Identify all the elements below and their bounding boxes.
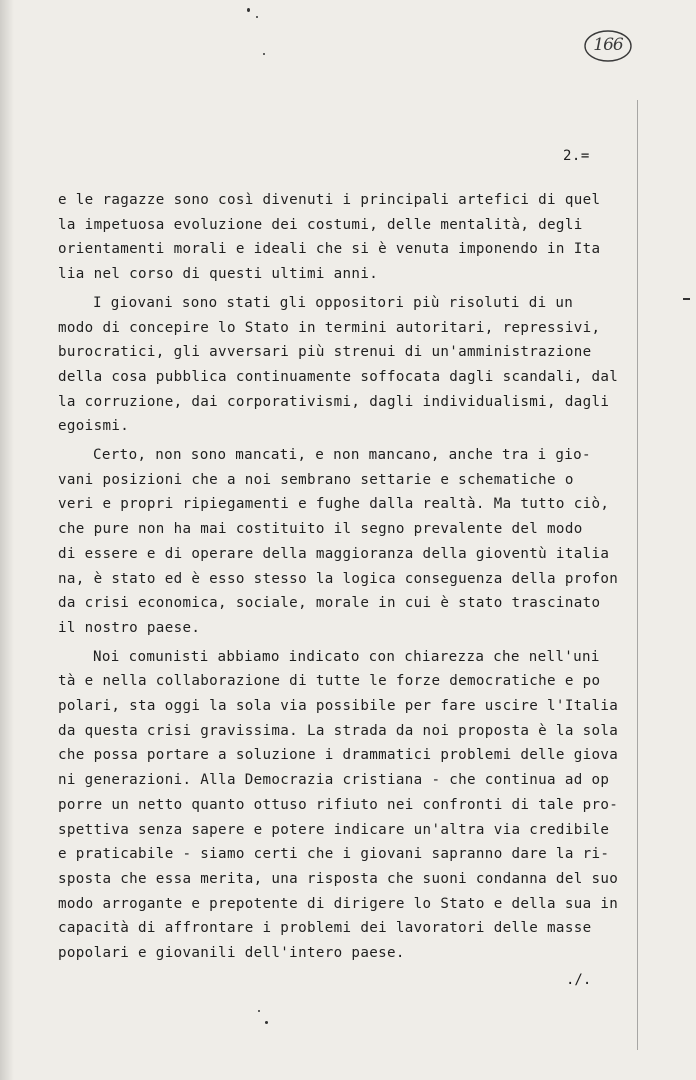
scan-speck (247, 8, 250, 12)
text-line: Noi comunisti abbiamo indicato con chiarezza che nell'uni (93, 648, 600, 665)
scan-edge-shadow (0, 0, 14, 1080)
text-line: che pure non ha mai costituito il segno prevalente del modo (58, 521, 583, 538)
document-body (58, 188, 618, 966)
scan-speck (256, 16, 258, 18)
text-line: che possa portare a soluzione i drammatici problemi delle giova (58, 747, 619, 764)
text-line: la impetuosa evoluzione dei costumi, delle mentalità, degli (58, 216, 583, 233)
scan-speck (258, 1010, 260, 1012)
scan-speck (265, 1021, 268, 1024)
text-line: di essere e di operare della maggioranza della gioventù italia (58, 545, 610, 562)
text-line: veri e propri ripiegamenti e fughe dalla realtà. Ma tutto ciò, (58, 496, 610, 513)
archive-stamp-number: 166 (593, 35, 623, 55)
text-line: da crisi economica, sociale, morale in cui è stato trascinato (58, 595, 601, 612)
text-line: burocratici, gli avversari più strenui di un'amministrazione (58, 344, 592, 361)
text-line: modo arrogante e prepotente di dirigere lo Stato e della sua in (58, 895, 619, 912)
text-line: na, è stato ed è esso stesso la logica conseguenza della profon (58, 570, 619, 587)
text-line: il nostro paese. (58, 619, 201, 636)
text-line: la corruzione, dai corporativismi, dagli individualismi, dagli (58, 393, 610, 410)
text-line: I giovani sono stati gli oppositori più risoluti di un (93, 294, 574, 311)
text-line: Certo, non sono mancati, e non mancano, anche tra i gio- (93, 447, 591, 464)
text-line: polari, sta oggi la sola via possibile per fare uscire l'Italia (58, 698, 619, 715)
text-line: popolari e giovanili dell'intero paese. (58, 945, 405, 962)
continuation-mark: ./. (566, 972, 592, 988)
text-line: capacità di affrontare i problemi dei lavoratori delle masse (58, 920, 592, 937)
text-line: da questa crisi gravissima. La strada da noi proposta è la sola (58, 722, 619, 739)
text-line: sposta che essa merita, una risposta che suoni condanna del suo (58, 870, 619, 887)
text-line: vani posizioni che a noi sembrano settarie e schematiche o (58, 471, 574, 488)
archive-stamp (583, 28, 633, 64)
text-line: tà e nella collaborazione di tutte le forze democratiche e po (58, 673, 601, 690)
text-line: lia nel corso di questi ultimi anni. (58, 266, 379, 283)
margin-line (637, 100, 638, 1050)
text-line: spettiva senza sapere e potere indicare un'altra via credibile (58, 821, 610, 838)
text-line: orientamenti morali e ideali che si è venuta imponendo in Ita (58, 241, 601, 258)
page-number: 2.= (563, 148, 590, 164)
text-line: egoismi. (58, 418, 130, 435)
text-line: modo di concepire lo Stato in termini autoritari, repressivi, (58, 319, 601, 336)
text-line: e praticabile - siamo certi che i giovani sapranno dare la ri- (58, 846, 610, 863)
text-line: ni generazioni. Alla Democrazia cristiana - che continua ad op (58, 772, 610, 789)
text-line: e le ragazze sono così divenuti i principali artefici di quel (58, 192, 601, 208)
text-line: porre un netto quanto ottuso rifiuto nei confronti di tale pro- (58, 796, 619, 813)
text-line: della cosa pubblica continuamente soffocata dagli scandali, dal (58, 368, 619, 385)
scan-speck (263, 53, 265, 55)
margin-tick-mark (683, 298, 690, 300)
